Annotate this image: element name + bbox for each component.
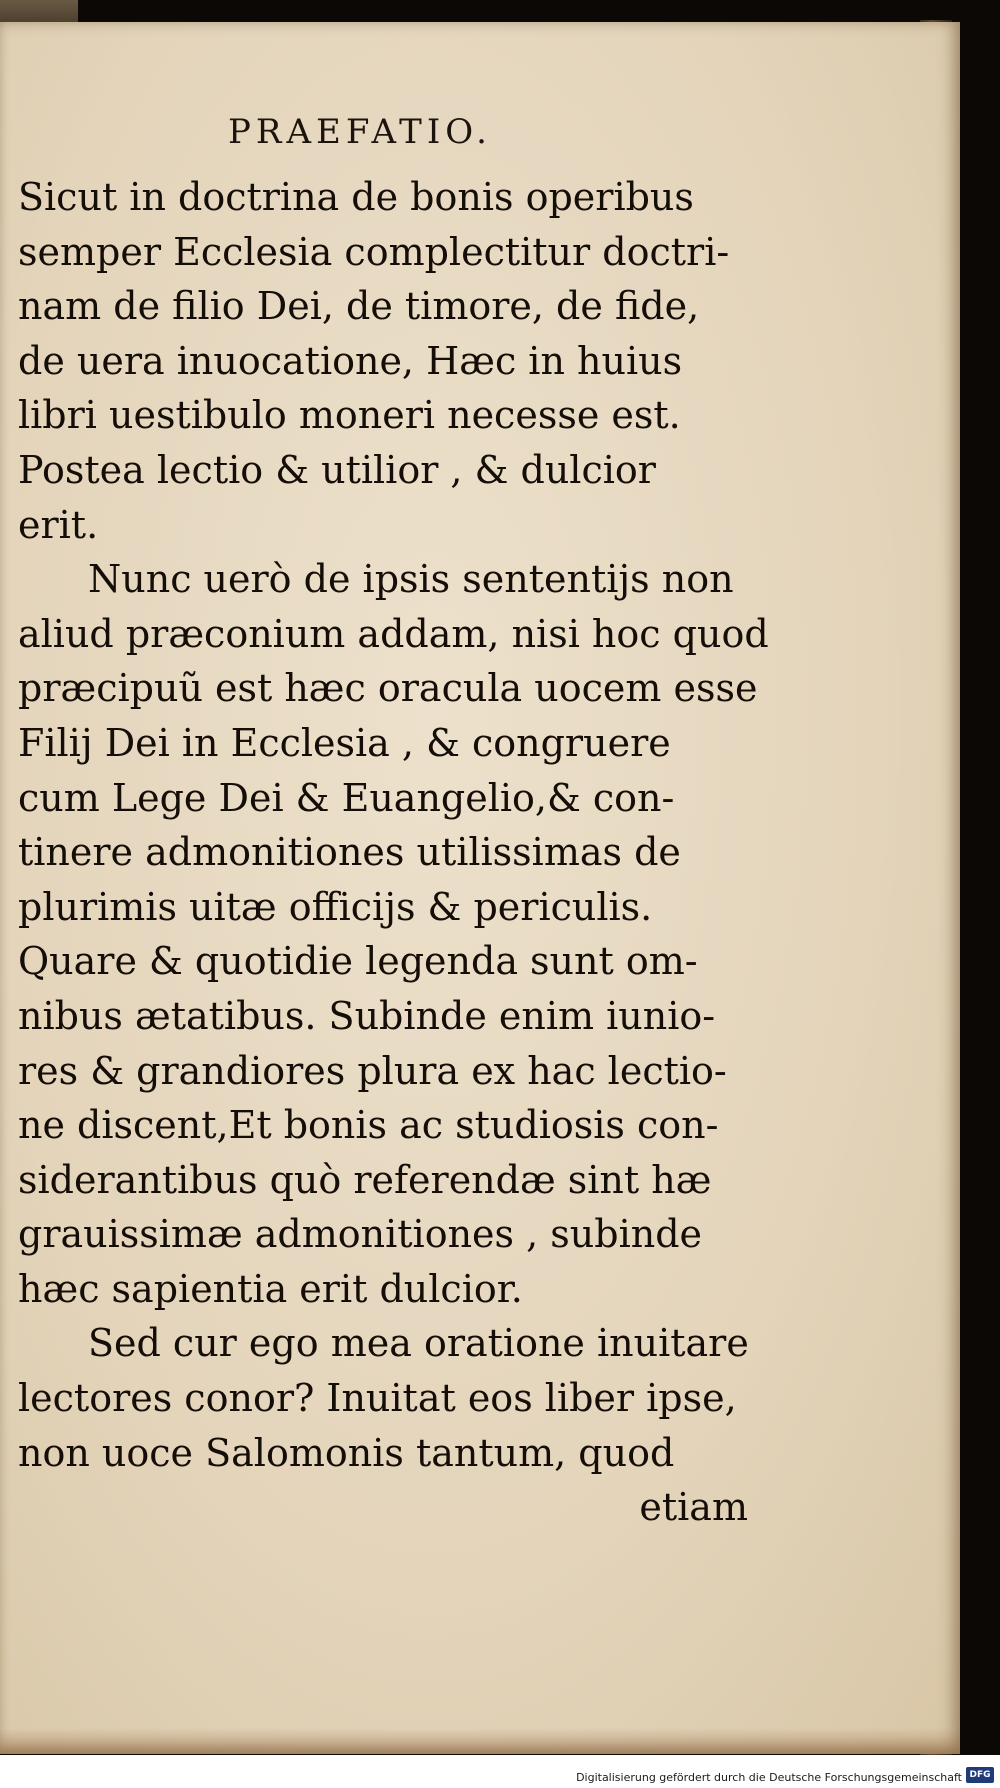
text-line: non uoce Salomonis tantum, quod <box>18 1430 675 1475</box>
text-line: plurimis uitæ officijs & periculis. <box>18 884 653 929</box>
page-bottom-stain <box>0 1728 960 1754</box>
text-line: lectores conor? Inuitat eos liber ipse, <box>18 1376 737 1421</box>
text-line: ne discent,Et bonis ac studiosis con- <box>18 1103 719 1148</box>
text-line: tinere admonitiones utilissimas de <box>18 830 681 875</box>
text-line: res & grandiores plura ex hac lectio- <box>18 1048 727 1093</box>
text-line: hæc sapientia erit dulcior. <box>18 1266 523 1311</box>
footer-credit: Digitalisierung gefördert durch die Deutsche Forschungsgemeinschaft <box>576 1771 962 1784</box>
text-line: grauissimæ admonitiones , subinde <box>18 1212 703 1257</box>
text-line: erit. <box>18 502 99 547</box>
text-line: siderantibus quò referendæ sint hæ <box>18 1157 712 1202</box>
blank-lower-page <box>40 1520 900 1710</box>
text-line: Quare & quotidie legenda sunt om- <box>18 939 698 984</box>
text-line: Sicut in doctrina de bonis operibus <box>18 175 694 219</box>
text-line: aliud præconium addam, nisi hoc quod <box>18 611 769 656</box>
dfg-logo-icon: DFG <box>966 1767 994 1783</box>
text-line: de uera inuocatione, Hæc in huius <box>18 338 683 383</box>
text-line: semper Ecclesia complectitur doctri- <box>18 229 730 274</box>
text-line: Filij Dei in Ecclesia , & congruere <box>18 720 671 765</box>
text-line: nibus ætatibus. Subinde enim iunio- <box>18 993 716 1038</box>
running-head: PRAEFATIO. <box>228 112 492 152</box>
body-text <box>18 170 769 1535</box>
paragraph-start-line: Nunc uerò de ipsis sententijs non <box>88 557 734 602</box>
book-corner-tab <box>0 0 78 24</box>
text-line: libri uestibulo moneri necesse est. <box>18 393 681 438</box>
text-line: Postea lectio & utilior , & dulcior <box>18 447 656 492</box>
text-line: cum Lege Dei & Euangelio,& con- <box>18 775 675 820</box>
paragraph-start-line: Sed cur ego mea oratione inuitare <box>88 1321 749 1366</box>
catchword: etiam <box>639 1485 748 1530</box>
text-line: nam de filio Dei, de timore, de fide, <box>18 284 700 329</box>
text-line: præcipuũ est hæc oracula uocem esse <box>18 666 758 711</box>
